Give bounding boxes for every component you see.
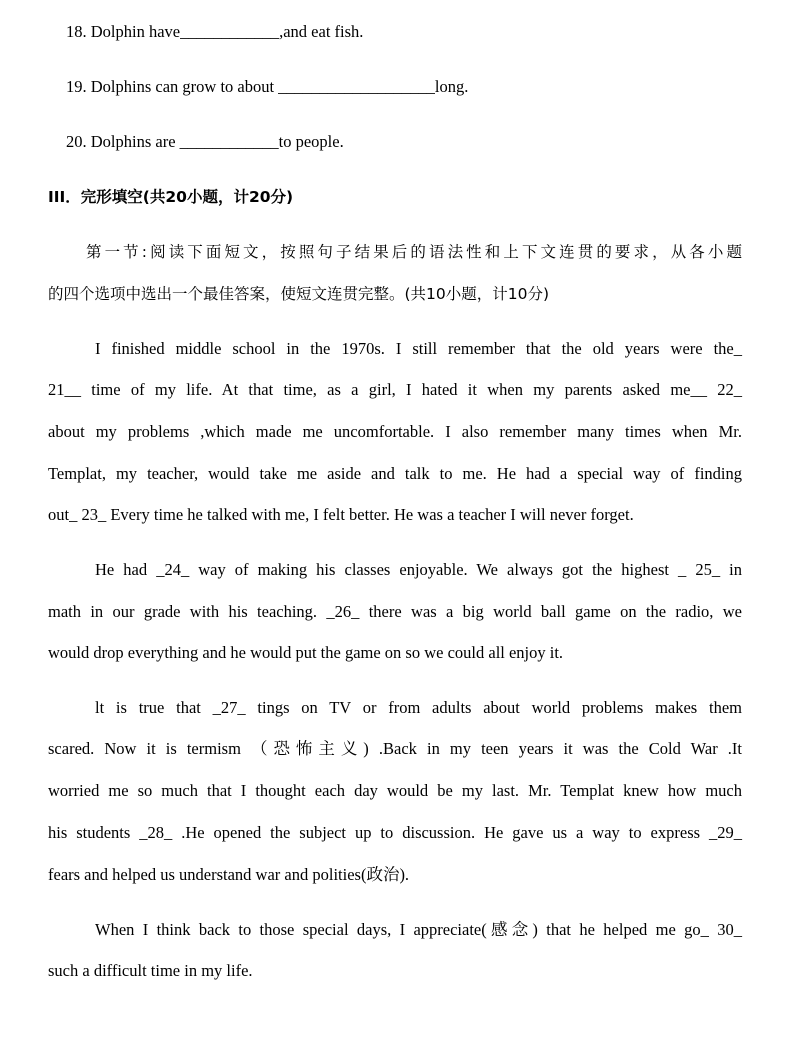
passage-p1-line-3: about my problems ,which made me uncomfortable. I also remember many times when Mr. [48,422,742,441]
question-20: 20. Dolphins are ____________to people. [66,132,344,151]
passage-p4-line-2: such a difficult time in my life. [48,961,253,980]
passage-p3-line-2: scared. Now it is termism （恐怖主义) .Back in my teen years it was the Cold War .It [48,739,742,758]
passage-p1-line-1: I finished middle school in the 1970s. I still remember that the old years were the_ [95,339,742,358]
passage-p1-line-2: 21__ time of my life. At that time, as a girl, I hated it when my parents asked me__ 22_ [48,380,742,399]
passage-p2-line-2: math in our grade with his teaching. _26_ there was a big world ball game on the radio, we [48,602,742,621]
passage-p1-line-4: Templat, my teacher, would take me aside and talk to me. He had a special way of finding [48,464,742,483]
question-19: 19. Dolphins can grow to about ___________________long. [66,77,469,96]
instruction-line-2: 的四个选项中选出一个最佳答案，使短文连贯完整。(共10小题，计10分) [48,285,550,303]
passage-p2-line-3: would drop everything and he would put the game on so we could all enjoy it. [48,643,564,662]
passage-p4-line-1: When I think back to those special days, I appreciate(感念) that he helped me go_ 30_ [95,920,742,939]
section-heading: III．完形填空(共20小题，计20分) [48,188,294,206]
passage-p3-line-3: worried me so much that I thought each day would be my last. Mr. Templat knew how much [48,781,742,800]
instruction-line-1: 第一节:阅读下面短文，按照句子结果后的语法性和上下文连贯的要求，从各小题 [86,243,742,261]
passage-p2-line-1: He had _24_ way of making his classes enjoyable. We always got the highest _ 25_ in [95,560,742,579]
passage-p3-line-4: his students _28_ .He opened the subject up to discussion. He gave us a way to express _29_ [48,823,742,842]
passage-p3-line-1: lt is true that _27_ tings on TV or from adults about world problems makes them [95,698,742,717]
question-18: 18. Dolphin have____________,and eat fish. [66,22,364,41]
passage-p1-line-5: out_ 23_ Every time he talked with me, I felt better. He was a teacher I will never forget. [48,505,634,524]
passage-p3-line-5: fears and helped us understand war and polities(政治). [48,865,410,884]
